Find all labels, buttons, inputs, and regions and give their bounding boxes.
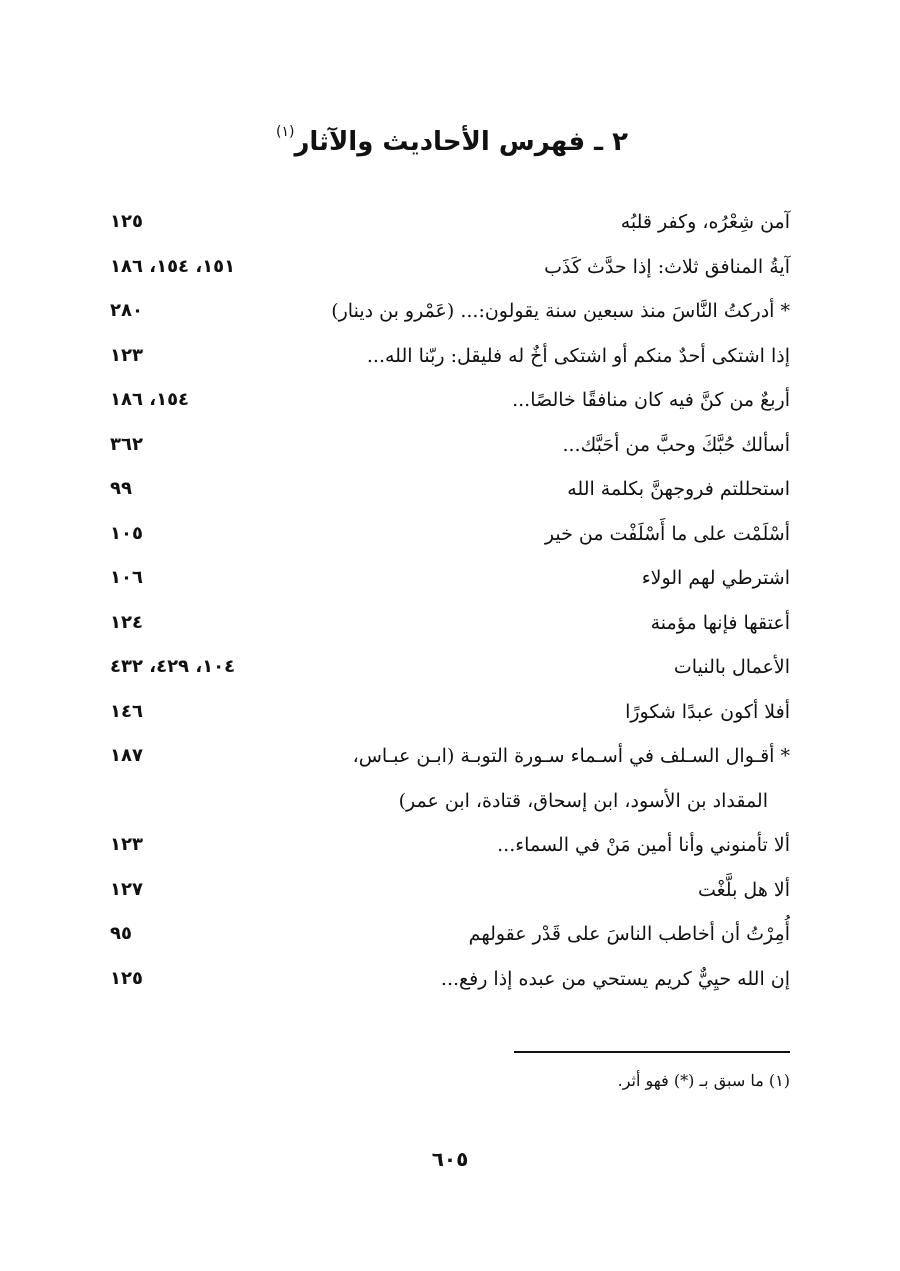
- index-entry: [110, 510, 790, 555]
- entry-page-numbers: ١٨٧: [110, 745, 143, 766]
- entry-text: [270, 734, 790, 823]
- index-entry: [110, 421, 790, 466]
- entry-page-numbers: ١٢٥: [110, 211, 143, 232]
- index-entry: [110, 376, 790, 421]
- index-entry: [110, 821, 790, 866]
- entry-page-numbers: ١٠٤، ٤٢٩، ٤٣٢: [110, 656, 236, 677]
- entry-page-numbers: ٢٨٠: [110, 300, 143, 321]
- entry-page-numbers: ١٥١، ١٥٤، ١٨٦: [110, 255, 236, 277]
- index-entry: [110, 599, 790, 644]
- footnote-separator: [514, 1051, 790, 1053]
- entry-text: آمن شِعْرُه، وكفر قلبُه: [620, 211, 790, 233]
- index-entry: [110, 866, 790, 911]
- index-entry: [110, 732, 790, 821]
- entry-page-numbers: ١٢٣: [110, 344, 143, 366]
- page-number: ٦٠٥: [431, 1147, 469, 1171]
- entry-page-numbers: ١٠٥: [110, 522, 143, 544]
- title-footnote-marker: (١): [275, 124, 295, 140]
- entry-text: آيةُ المنافق ثلاث: إذا حدَّث كَذَب: [544, 255, 790, 278]
- entry-text: أفلا أكون عبدًا شكورًا: [625, 700, 790, 723]
- index-entry: [110, 465, 790, 510]
- entry-text: أسْلَمْت على ما أَسْلَفْت من خير: [544, 522, 790, 545]
- page-title: [0, 112, 900, 162]
- entry-page-numbers: ١٢٣: [110, 834, 143, 855]
- entry-page-numbers: ١٥٤، ١٨٦: [110, 389, 190, 410]
- entry-text: الأعمال بالنيات: [673, 656, 790, 678]
- title-text: ٢ ـ فهرس الأحاديث والآثار: [294, 127, 628, 157]
- entry-text: اشترطي لهم الولاء: [641, 567, 790, 589]
- entry-text: * أدركتُ النَّاسَ منذ سبعين سنة يقولون:... (عَمْرو بن دينار): [331, 300, 790, 322]
- entry-text: أربعٌ من كنَّ فيه كان منافقًا خالصًا...: [512, 389, 790, 411]
- entry-text: أُمِرْتُ أن أخاطب الناسَ على قَدْر عقولهم: [468, 923, 790, 945]
- entry-page-numbers: ١٤٦: [110, 700, 143, 722]
- index-entry: [110, 955, 790, 1000]
- entry-page-numbers: ٩٩: [110, 478, 132, 499]
- index-entry: [110, 332, 790, 377]
- index-entry: [110, 643, 790, 688]
- index-entry: [110, 287, 790, 332]
- entry-page-numbers: ٣٦٢: [110, 433, 143, 455]
- entry-page-numbers: ١٢٥: [110, 967, 143, 989]
- entry-text: إذا اشتكى أحدٌ منكم أو اشتكى أخٌ له فليقل: ربّنا الله...: [366, 344, 790, 367]
- entry-page-numbers: ١٠٦: [110, 567, 143, 588]
- entry-page-numbers: ٩٥: [110, 923, 132, 944]
- index-entry: [110, 910, 790, 955]
- entry-page-numbers: ١٢٧: [110, 878, 143, 900]
- footnote: (١) ما سبق بـ (*) فهو أثر.: [617, 1071, 790, 1090]
- index-entry: [110, 554, 790, 599]
- index-entry: [110, 243, 790, 288]
- entry-page-numbers: ١٢٤: [110, 611, 143, 633]
- entry-text: إن الله حيِيٌّ كريم يستحي من عبده إذا رفع...: [440, 967, 790, 990]
- index-entry: [110, 198, 790, 243]
- entry-text: أعتقها فإنها مؤمنة: [650, 611, 790, 634]
- hadith-index-list: [110, 198, 790, 999]
- entry-text-continuation: المقداد بن الأسود، ابن إسحاق، قتادة، ابن عمر): [398, 789, 768, 812]
- entry-text: استحللتم فروجهنَّ بكلمة الله: [567, 478, 790, 500]
- index-entry: [110, 688, 790, 733]
- entry-text: أسألك حُبَّكَ وحبَّ من أحَبَّك...: [562, 433, 790, 456]
- entry-text: ألا تأمنوني وأنا أمين مَنْ في السماء...: [497, 834, 790, 856]
- entry-text: ألا هل بلَّغْت: [697, 878, 790, 901]
- entry-text-line: * أقـوال السـلف في أسـماء سـورة التوبـة (ابـن عبـاس،: [352, 745, 790, 767]
